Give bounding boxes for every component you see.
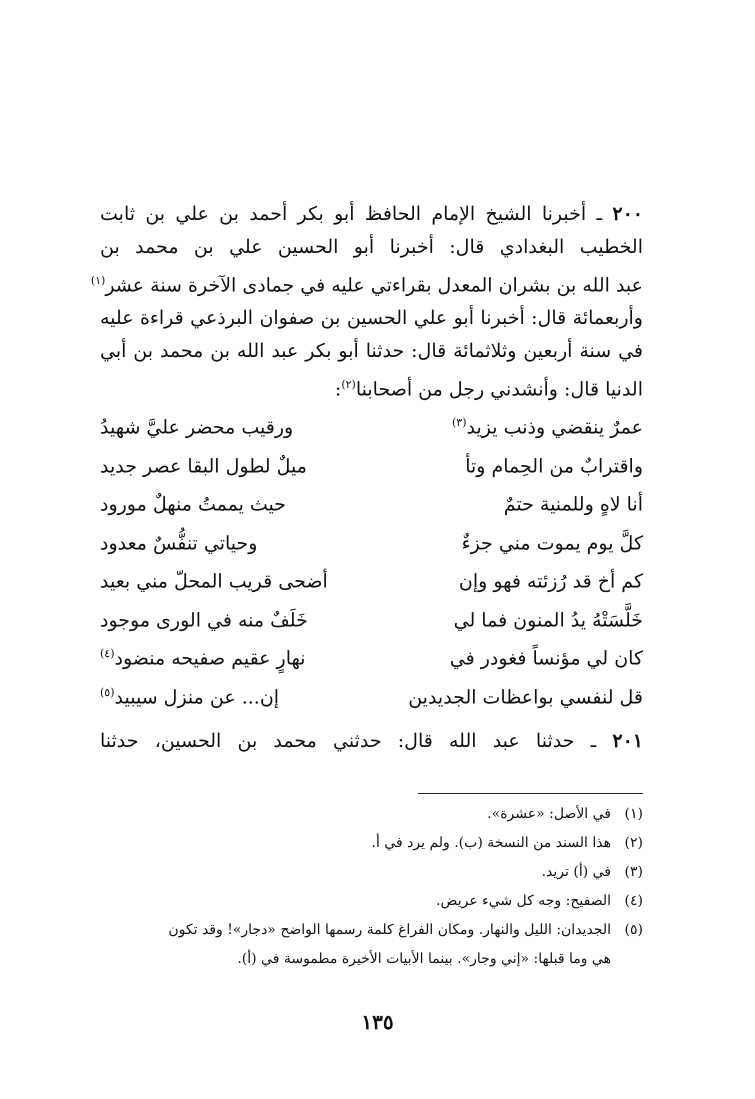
footnote-divider — [418, 793, 643, 794]
paragraph-number: ٢٠١ — [612, 730, 644, 752]
paragraph-line: الدنيا قال: وأنشدني رجل من أصحابنا$^{(٢)}$: — [334, 378, 643, 401]
footnote-ref: (١) — [90, 274, 106, 287]
verse — [100, 601, 643, 640]
footnote-number: (٤) — [624, 893, 643, 909]
footnote-number: (٥) — [624, 922, 643, 938]
footnote-text: هذا السند من النسخة (ب). ولم يرد في أ. — [371, 835, 611, 851]
footnote-text: الجديدان: الليل والنهار. ومكان الفراغ كلمة رسمها الواضح «دجار»! وقد تكون هي وما قبلها: «إني وجار». بينما الأبيات الأخيرة مطموسة في (أ). — [100, 916, 611, 974]
paragraph-line: في سنة أربعين وثلاثمائة قال: حدثنا أبو بكر عبد الله بن محمد بن أبي — [100, 340, 643, 363]
footnote-number: (١) — [624, 806, 643, 822]
paragraph-200 — [90, 198, 643, 407]
verse-second-hemistich: خَلَفٌ منه في الورى موجود — [100, 608, 308, 631]
verse — [100, 678, 643, 717]
verse-second-hemistich: حيث يممتُ منهلٌ مورود — [100, 493, 287, 516]
paragraph-text: ـ حدثنا عبد الله قال: حدثني محمد بن الحسين، حدثنا — [100, 730, 597, 752]
footnotes — [100, 800, 643, 974]
verse-second-hemistich: أضحى قريب المحلّ مني بعيد — [100, 570, 328, 593]
verse-first-hemistich: خَلَّسَتْهُ يدُ المنون فما لي — [453, 608, 643, 631]
footnote-text: في الأصل: «عشرة». — [487, 806, 611, 822]
verse-first-hemistich: واقترابٌ من الحِمام وتأ — [465, 454, 643, 477]
verse-second-hemistich: نهارٍ عقيم صفيحه منضود$^{(٤)}$ — [100, 647, 306, 670]
verse-first-hemistich: كم أخ قد رُزئته فهو وإن — [458, 570, 643, 593]
verse-second-hemistich: وحياتي تنفُّسٌ معدود — [100, 531, 258, 554]
paragraph-number: ٢٠٠ — [612, 203, 643, 225]
footnote — [100, 800, 643, 829]
footnote-number: (٣) — [624, 864, 643, 880]
verse-first-hemistich: كلَّ يوم يموت مني جزءٌ — [461, 531, 643, 554]
footnote — [100, 887, 643, 916]
verse-second-hemistich: ورقيب محضر عليَّ شهيدُ — [100, 416, 294, 439]
footnote-text: في (أ) تريد. — [541, 864, 611, 880]
verse-first-hemistich: قل لنفسي بواعظات الجديدين — [408, 685, 643, 708]
verse-first-hemistich: عمرٌ ينقضي وذنب يزيد$^{(٣)}$ — [452, 416, 643, 439]
footnote-text: الصفيح: وجه كل شيء عريض. — [436, 893, 611, 909]
footnote-ref: (٣) — [452, 416, 467, 430]
paragraph-line: وأربعمائة قال: أخبرنا أبو علي الحسين بن صفوان البرذعي قراءة عليه — [100, 307, 643, 330]
verse — [100, 447, 643, 486]
poem — [100, 408, 643, 716]
verse — [100, 408, 643, 447]
paragraph-line: عبد الله بن بشران المعدل بقراءتي عليه في جمادى الآخرة سنة عشر$^{(١)}$ — [90, 274, 643, 297]
verse — [100, 524, 643, 563]
footnote — [100, 916, 643, 974]
footnote — [100, 858, 643, 887]
footnote-ref: (٤) — [100, 647, 115, 661]
footnote-continuation: هي وما قبلها: «إني وجار». بينما الأبيات الأخيرة مطموسة في (أ). — [237, 951, 611, 967]
verse-second-hemistich: إن... عن منزل سيبيد$^{(٥)}$ — [100, 685, 280, 708]
footnote-ref: (٢) — [341, 378, 356, 392]
verse-second-hemistich: ميلٌ لطول البقا عصر جديد — [100, 454, 307, 477]
paragraph-line: الخطيب البغدادي قال: أخبرنا أبو الحسين علي بن محمد بن — [100, 236, 643, 258]
verse-first-hemistich: أنا لاهٍ وللمنية حتمٌ — [503, 493, 643, 516]
paragraph-201 — [100, 730, 643, 752]
verse — [100, 562, 643, 601]
paragraph-line: ٢٠٠ ـ أخبرنا الشيخ الإمام الحافظ أبو بكر أحمد بن علي بن ثابت — [100, 203, 643, 225]
footnote — [100, 829, 643, 858]
verse — [100, 485, 643, 524]
verse — [100, 639, 643, 678]
footnote-number: (٢) — [624, 835, 643, 851]
page-number: ١٣٥ — [361, 1010, 394, 1034]
footnote-ref: (٥) — [100, 685, 115, 699]
verse-first-hemistich: كان لي مؤنساً فغودر في — [449, 647, 643, 670]
